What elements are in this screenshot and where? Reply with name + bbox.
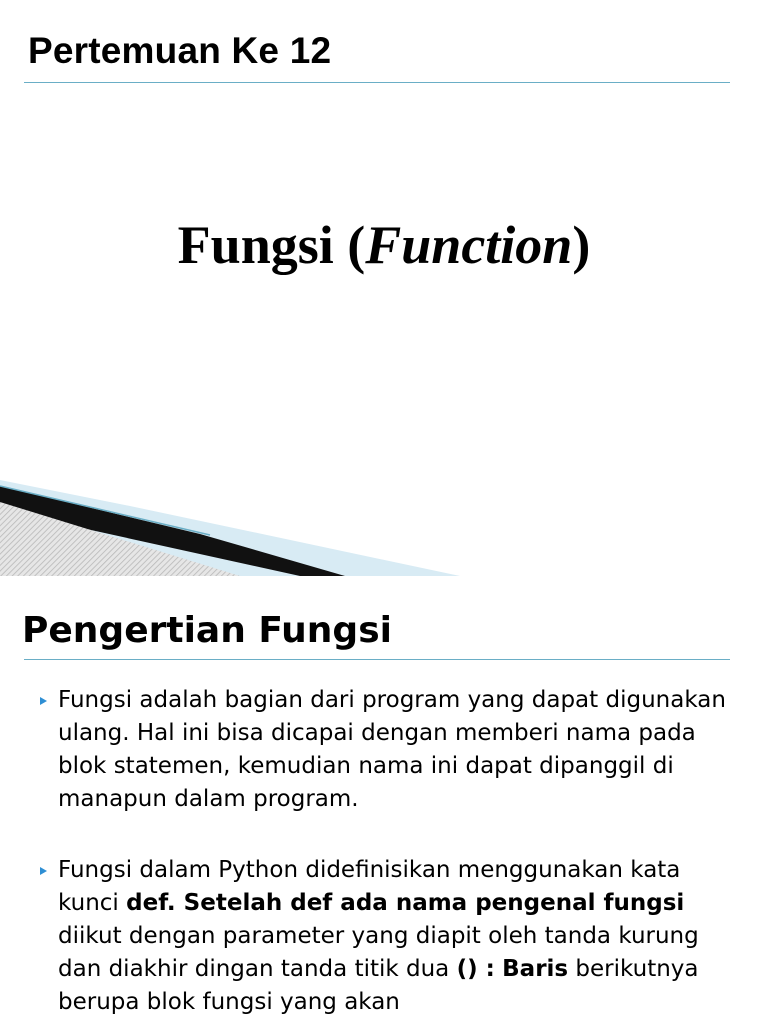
title-close-text: ) <box>572 215 591 275</box>
decorative-swoosh <box>0 480 460 576</box>
slide-heading: Pengertian Fungsi <box>22 610 392 651</box>
triangle-right-icon <box>40 867 47 875</box>
slide-header: Pertemuan Ke 12 <box>28 30 332 71</box>
bullet-bold-part: Baris <box>502 956 569 982</box>
title-italic-text: Function <box>365 215 573 275</box>
bullet-text-part: berikutnya berupa blok fungsi yang akan <box>58 956 699 1015</box>
heading-divider <box>24 659 730 660</box>
title-text: Fungsi ( <box>177 215 366 275</box>
bullet-text-part: Fungsi dalam Python didefinisikan menggunakan kata kunci <box>58 857 681 916</box>
bullet-bold-part: def. Setelah def ada nama pengenal fungsi <box>126 890 685 916</box>
bullet-text: Fungsi adalah bagian dari program yang dapat digunakan ulang. Hal ini bisa dicapai dengan memberi nama pada blok statemen, kemudian nama ini dapat dipanggil di manapun dalam program. <box>58 687 726 812</box>
bullet-bold-part: () : <box>456 956 495 982</box>
list-item <box>38 854 738 1019</box>
header-divider <box>24 82 730 83</box>
list-item <box>38 684 738 816</box>
bullet-list <box>38 684 738 1024</box>
triangle-right-icon <box>40 697 47 705</box>
bullet-text <box>58 857 699 1015</box>
slide-main-title <box>0 214 768 276</box>
content-slide <box>0 576 768 1024</box>
bullet-text-part: diikut dengan parameter yang diapit oleh tanda kurung dan diakhir dingan tanda titik dua <box>58 923 699 982</box>
